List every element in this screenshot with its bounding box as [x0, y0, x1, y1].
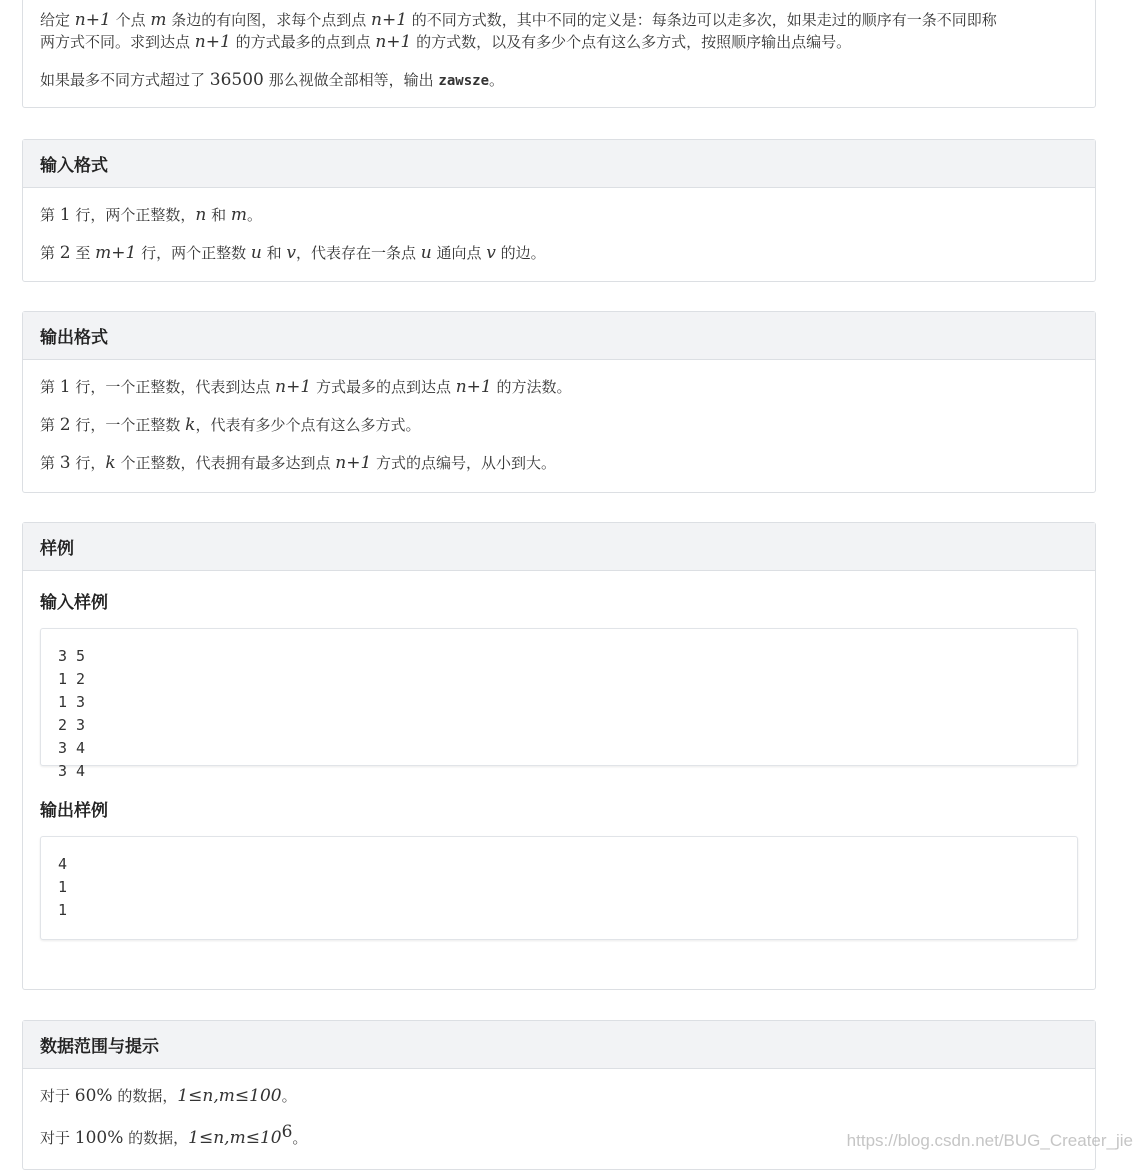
input-format-title: 输入格式 — [23, 140, 1095, 188]
constraints-line-1: 对于 60% 的数据，1≤n,m≤100。 — [40, 1086, 297, 1106]
input-sample-title: 输入样例 — [40, 593, 108, 613]
input-format-line-2: 第 2 至 m+1 行，两个正整数 u 和 v，代表存在一条点 u 通向点 v 的边。 — [40, 243, 546, 263]
input-format-card — [22, 139, 1096, 282]
samples-title: 样例 — [23, 523, 1095, 571]
input-format-line-1: 第 1 行，两个正整数，n 和 m。 — [40, 205, 263, 225]
description-line-1: 给定 n+1 个点 m 条边的有向图，求每个点到点 n+1 的不同方式数，其中不同的定义是：每条边可以走多次，如果走过的顺序有一条不同即称 — [40, 10, 997, 30]
output-sample-title: 输出样例 — [40, 801, 108, 821]
output-format-title: 输出格式 — [23, 312, 1095, 360]
output-format-line-3: 第 3 行，k 个正整数，代表拥有最多达到点 n+1 方式的点编号，从小到大。 — [40, 453, 557, 473]
samples-card — [22, 522, 1096, 990]
description-line-3: 如果最多不同方式超过了 36500 那么视做全部相等，输出 zawsze。 — [40, 70, 505, 90]
output-sample-block[interactable]: 4 1 1 — [40, 836, 1078, 940]
output-format-line-2: 第 2 行，一个正整数 k，代表有多少个点有这么多方式。 — [40, 415, 421, 435]
watermark-text: https://blog.csdn.net/BUG_Creater_jie — [846, 1131, 1133, 1150]
constraints-line-2: 对于 100% 的数据，$1\le n,m\le 10^6$。 — [40, 1122, 308, 1148]
input-sample-block[interactable]: 3 5 1 2 1 3 2 3 3 4 3 4 — [40, 628, 1078, 766]
description-line-2: 两方式不同。求到达点 n+1 的方式最多的点到点 n+1 的方式数，以及有多少个点有这么多方式，按照顺序输出点编号。 — [40, 32, 852, 52]
description-card — [22, 0, 1096, 108]
output-format-card — [22, 311, 1096, 493]
output-format-line-1: 第 1 行，一个正整数，代表到达点 n+1 方式最多的点到达点 n+1 的方法数。 — [40, 377, 572, 397]
constraints-title: 数据范围与提示 — [23, 1021, 1095, 1069]
inline-code-zawsze: zawsze — [438, 73, 489, 89]
